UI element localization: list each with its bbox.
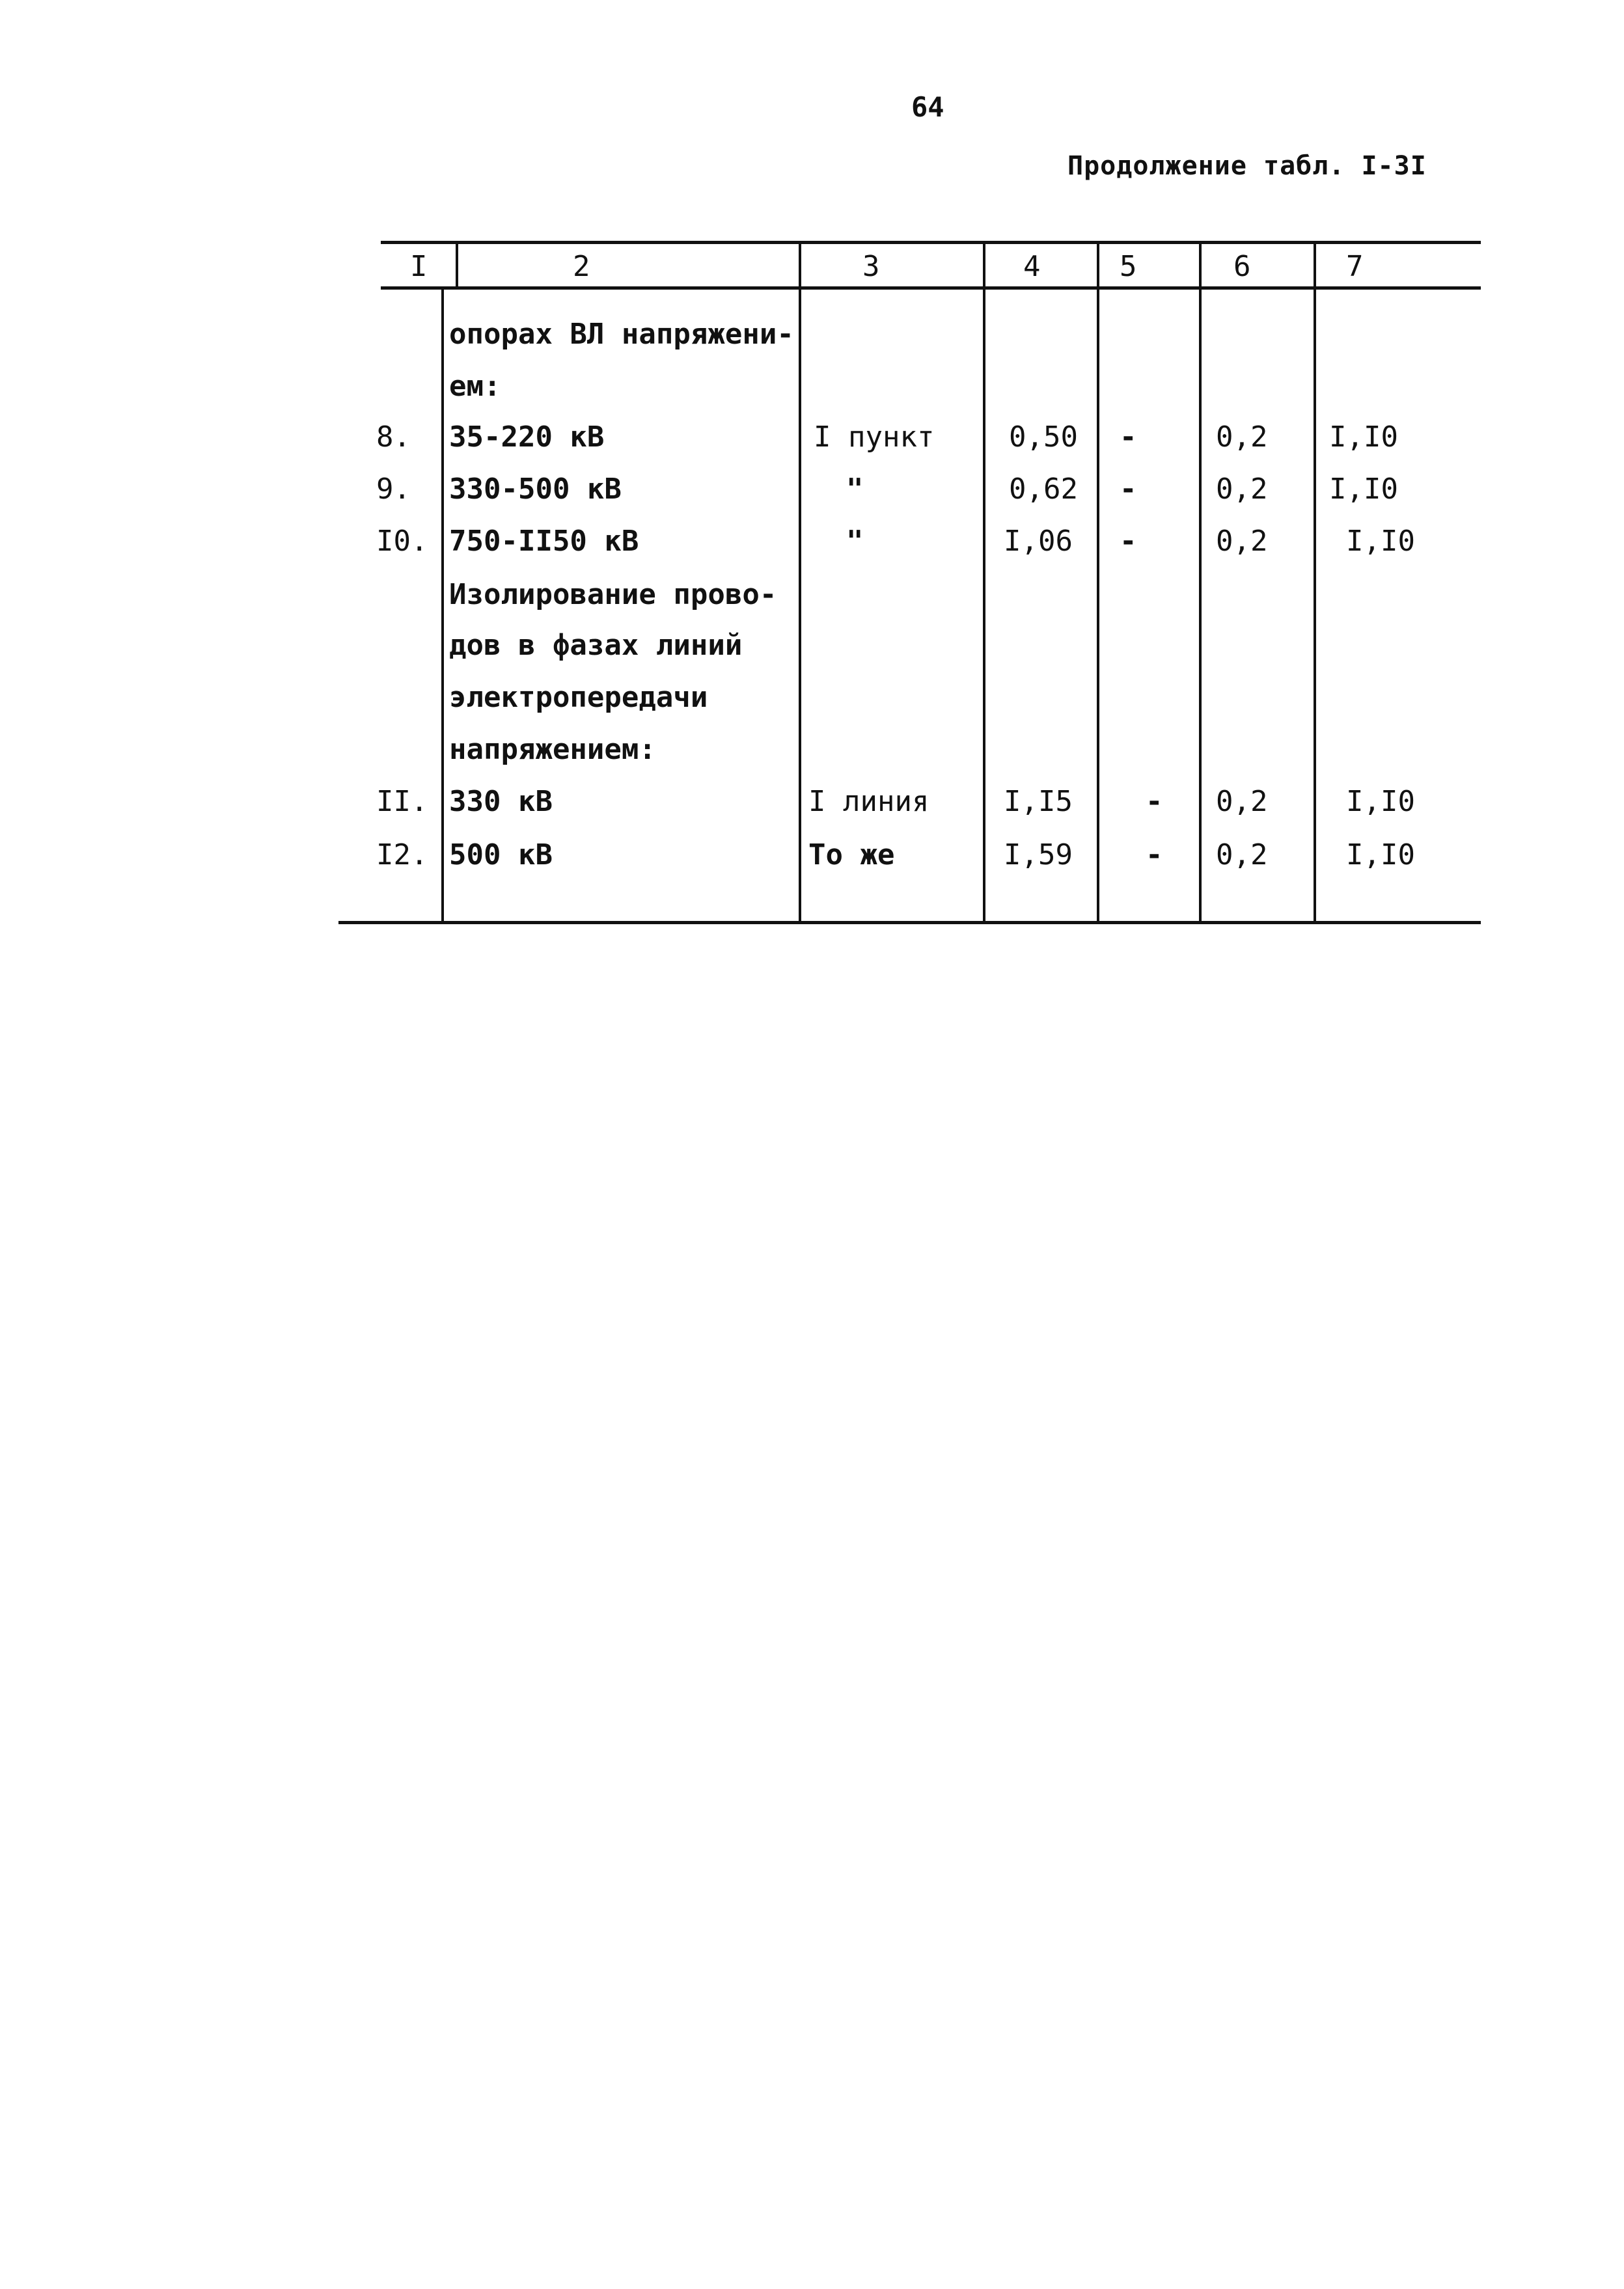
row-name: 330-500 кВ [449,473,622,506]
row-number: I2. [376,838,428,871]
row-name: напряжением: [449,733,656,766]
row-col-5: - [1146,838,1163,871]
row-name: ем: [449,370,501,403]
column-divider [441,288,444,922]
row-number: II. [376,785,428,818]
row-col-5: - [1146,785,1163,818]
row-unit: То же [808,838,895,871]
page-number: 64 [911,91,944,123]
row-col-6: 0,2 [1216,785,1268,818]
column-divider [456,242,458,288]
column-divider [1314,242,1316,922]
row-col-6: 0,2 [1216,473,1268,506]
row-name: опорах ВЛ напряжени- [449,318,794,351]
row-number: 9. [376,473,411,506]
row-name: 750-II50 кВ [449,525,639,558]
row-col-6: 0,2 [1216,838,1268,871]
row-name: электропередачи [449,681,708,714]
header-col-1: I [410,250,428,283]
row-name: 35-220 кВ [449,420,605,454]
row-col-4: I,I5 [1004,785,1073,818]
row-unit: I линия [808,785,929,818]
row-col-5: - [1120,473,1137,506]
row-number: I0. [376,525,428,558]
row-name: дов в фазах линий [449,629,743,662]
row-col-7: I,I0 [1346,785,1415,818]
row-col-7: I,I0 [1329,473,1398,506]
header-col-7: 7 [1346,250,1364,283]
header-col-2: 2 [573,250,590,283]
row-col-7: I,I0 [1346,838,1415,871]
row-col-4: 0,62 [1009,473,1078,506]
table-caption: Продолжение табл. I-3I [1067,151,1427,181]
row-col-6: 0,2 [1216,420,1268,454]
header-col-3: 3 [862,250,880,283]
row-name: 500 кВ [449,838,553,871]
row-col-4: I,06 [1004,525,1073,558]
column-divider [983,242,985,922]
column-divider [1199,242,1202,922]
row-col-4: I,59 [1004,838,1073,871]
header-col-4: 4 [1023,250,1041,283]
row-col-4: 0,50 [1009,420,1078,454]
header-col-5: 5 [1120,250,1137,283]
column-divider [1097,242,1099,922]
row-number: 8. [376,420,411,454]
row-col-6: 0,2 [1216,525,1268,558]
row-col-7: I,I0 [1329,420,1398,454]
table-bottom-rule [338,921,1481,924]
row-col-7: I,I0 [1346,525,1415,558]
row-name: 330 кВ [449,785,553,818]
column-divider [799,242,801,922]
row-name: Изолирование прово- [449,578,777,611]
row-col-5: - [1120,420,1137,454]
header-col-6: 6 [1233,250,1251,283]
row-unit: I пункт [814,420,935,454]
row-col-5: - [1120,525,1137,558]
row-unit: " [846,525,864,558]
row-unit: " [846,473,864,506]
